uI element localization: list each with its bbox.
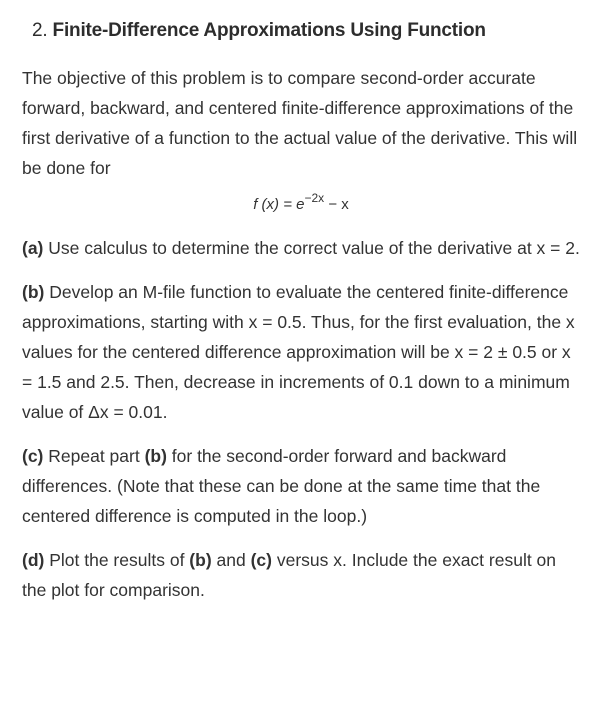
part-d-text-1: Plot the results of [44, 550, 190, 570]
formula-lhs: f (x) = e [253, 196, 305, 213]
function-formula [22, 193, 580, 217]
part-c-text-1: Repeat part [43, 446, 145, 466]
part-d-ref-2: (c) [250, 550, 272, 570]
part-a-text: Use calculus to determine the correct value of the derivative at x = 2. [43, 238, 580, 258]
part-b [22, 277, 580, 427]
part-d-text-2: and [211, 550, 251, 570]
part-c-label: (c) [22, 446, 44, 466]
problem-title-text: Finite-Difference Approximations Using Function [52, 20, 486, 41]
part-d [22, 545, 580, 605]
part-d-label: (d) [22, 550, 45, 570]
part-b-text: Develop an M-file function to evaluate the centered finite-difference approximations, starting with x = 0.5. Thus, for the first evaluation, the x values for the centered difference approximation will be x = 2 ± 0.5 or x = 1.5 and 2.5. Then, decrease in increments of 0.1 down to a minimum value of Δx = 0.01. [22, 282, 575, 422]
part-a-label: (a) [22, 238, 44, 258]
intro-paragraph: The objective of this problem is to compare second-order accurate forward, backward, and centered finite-difference approximations of the first derivative of a function to the actual value of the derivative. This will be done for [22, 68, 578, 178]
part-c [22, 441, 580, 531]
part-d-text-3: versus x. Include the exact result on the plot for comparison. [22, 550, 557, 600]
part-c-ref: (b) [144, 446, 167, 466]
part-c-text-2: for the second-order forward and backward differences. (Note that these can be done at the same time that the centered difference is computed in the loop.) [22, 446, 541, 526]
formula-exponent: −2x [304, 191, 325, 205]
problem-title [32, 18, 580, 44]
formula-rhs: − x [324, 196, 349, 213]
part-a [22, 233, 580, 263]
part-d-ref-1: (b) [189, 550, 212, 570]
problem-number: 2. [32, 20, 48, 41]
part-b-label: (b) [22, 282, 45, 302]
